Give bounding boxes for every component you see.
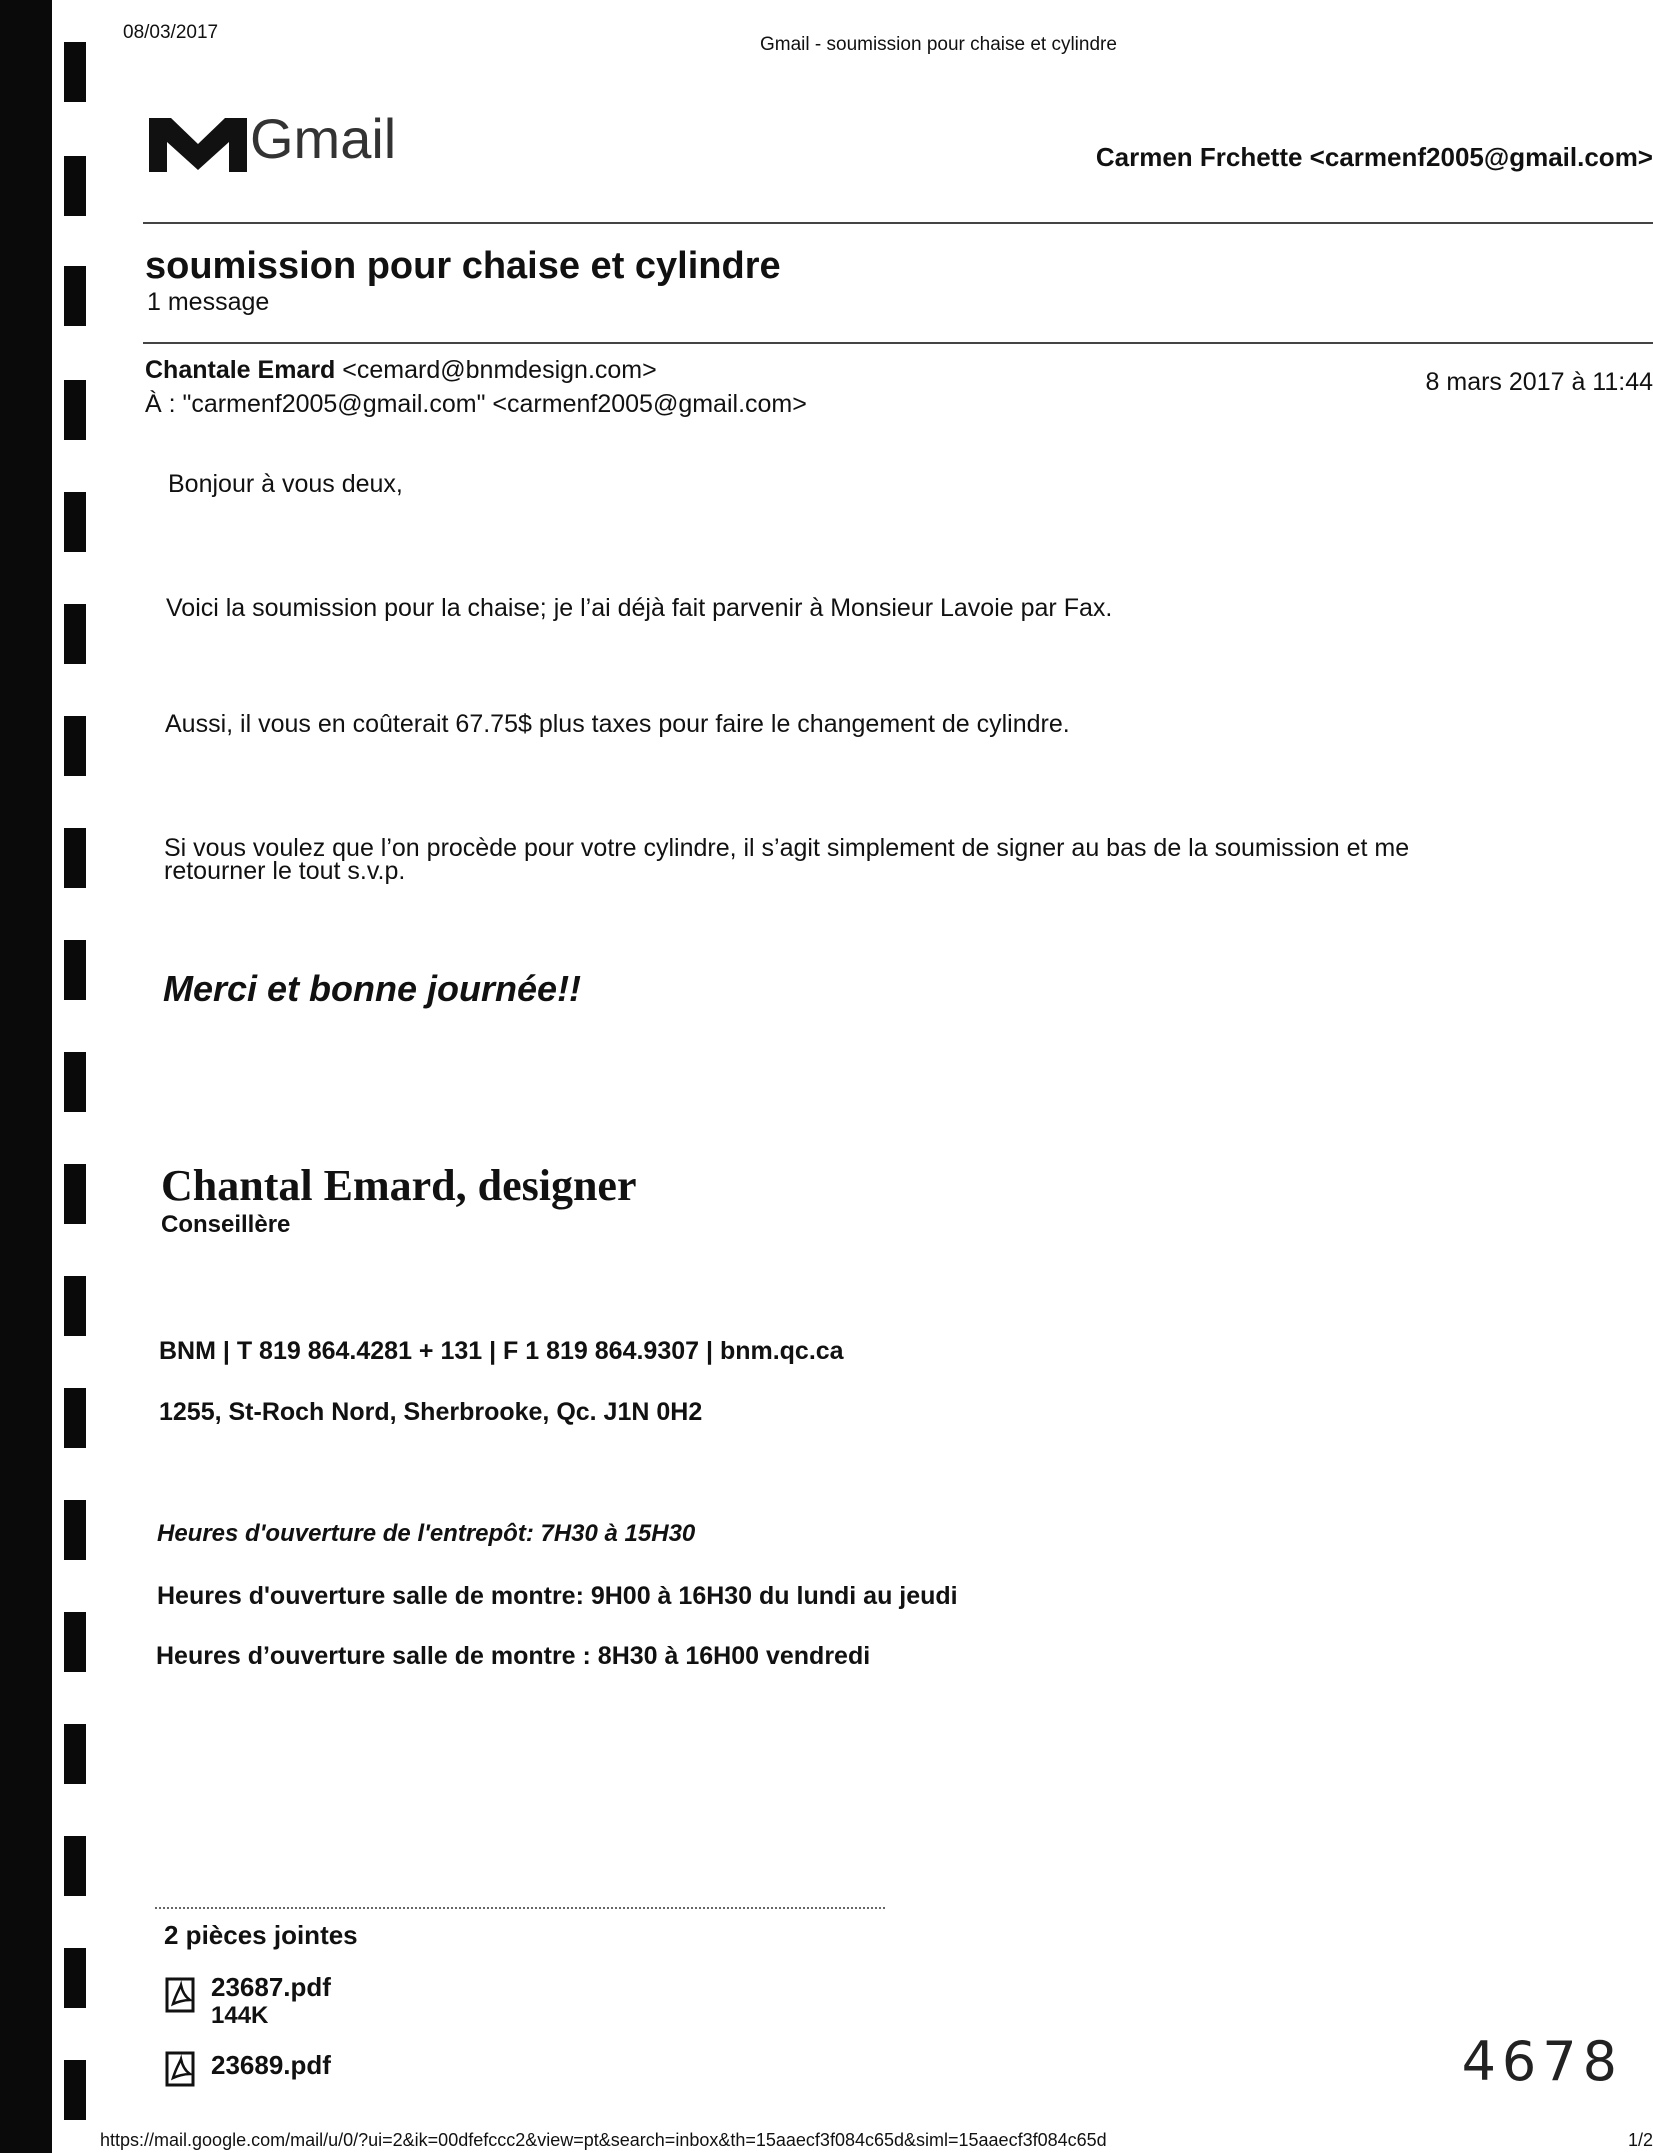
attachments-divider [155, 1907, 885, 1909]
body-closing: Merci et bonne journée!! [163, 968, 582, 1009]
punch-hole [64, 1724, 86, 1784]
punch-hole [64, 492, 86, 552]
attachment-filename[interactable]: 23689.pdf [211, 2050, 331, 2080]
print-date: 08/03/2017 [123, 22, 219, 43]
thread-subject: soumission pour chaise et cylindre [145, 245, 781, 287]
pdf-icon [164, 1976, 198, 2014]
message-date: 8 mars 2017 à 11:44 [1425, 368, 1653, 396]
punch-hole [64, 1276, 86, 1336]
signature-role: Conseillère [161, 1211, 291, 1238]
print-footer-page: 1/2 [1627, 2130, 1653, 2150]
signature-hours-showroom: Heures d'ouverture salle de montre: 9H00 à 16H30 du lundi au jeudi [157, 1582, 958, 1610]
signature-hours-friday: Heures d’ouverture salle de montre : 8H30 à 16H00 vendredi [156, 1642, 871, 1670]
gmail-wordmark: Gmail [250, 107, 397, 170]
body-greeting: Bonjour à vous deux, [168, 470, 403, 498]
attachment-filename[interactable]: 23687.pdf [211, 1972, 331, 2002]
punch-hole [64, 1948, 86, 2008]
body-paragraph: Aussi, il vous en coûterait 67.75$ plus taxes pour faire le changement de cylindre. [165, 710, 1070, 738]
punch-hole [64, 1052, 86, 1112]
punch-hole [64, 1836, 86, 1896]
punch-hole [64, 604, 86, 664]
punch-hole [64, 42, 86, 102]
punch-hole [64, 1388, 86, 1448]
message-count: 1 message [147, 288, 270, 316]
gmail-logo-icon [143, 108, 253, 176]
body-paragraph: Voici la soumission pour la chaise; je l’ai déjà fait parvenir à Monsieur Lavoie par Fax. [166, 594, 1113, 622]
signature-address: 1255, St-Roch Nord, Sherbrooke, Qc. J1N 0H2 [159, 1398, 703, 1426]
signature-name: Chantal Emard, designer [161, 1161, 637, 1210]
punch-hole [64, 266, 86, 326]
account-identity: Carmen Frchette <carmenf2005@gmail.com> [1095, 142, 1653, 172]
punch-hole [64, 1500, 86, 1560]
print-title: Gmail - soumission pour chaise et cylindre [760, 34, 1117, 55]
pdf-icon [164, 2050, 198, 2088]
thread-divider [143, 342, 1653, 344]
sender-name: Chantale Emard [145, 356, 336, 384]
punch-hole [64, 828, 86, 888]
signature-contact: BNM | T 819 864.4281 + 131 | F 1 819 864.9307 | bnm.qc.ca [159, 1337, 844, 1365]
punch-hole [64, 2060, 86, 2120]
attachment-size: 144K [211, 2002, 269, 2029]
print-footer-url: https://mail.google.com/mail/u/0/?ui=2&ik=00dfefccc2&view=pt&search=inbox&th=15aaecf3f084c65d&siml=15aaecf3f084c65d [100, 2130, 1107, 2150]
body-paragraph: Si vous voulez que l’on procède pour votre cylindre, il s’agit simplement de signer au bas de la soumission et me [164, 834, 1410, 862]
attachments-header: 2 pièces jointes [164, 1920, 358, 1950]
punch-hole [64, 1164, 86, 1224]
punch-hole [64, 940, 86, 1000]
punch-hole [64, 1612, 86, 1672]
sender-email: <cemard@bnmdesign.com> [342, 356, 657, 384]
punch-hole [64, 716, 86, 776]
punch-hole [64, 380, 86, 440]
scan-edge-strip [0, 0, 52, 2153]
message-recipient: À : "carmenf2005@gmail.com" <carmenf2005@gmail.com> [145, 390, 807, 418]
signature-hours-warehouse: Heures d'ouverture de l'entrepôt: 7H30 à 15H30 [157, 1520, 696, 1547]
handwritten-page-number: 4678 [1461, 2030, 1623, 2093]
body-paragraph-continued: retourner le tout s.v.p. [164, 857, 406, 885]
punch-hole [64, 156, 86, 216]
header-divider [143, 222, 1653, 224]
message-sender [145, 356, 657, 385]
